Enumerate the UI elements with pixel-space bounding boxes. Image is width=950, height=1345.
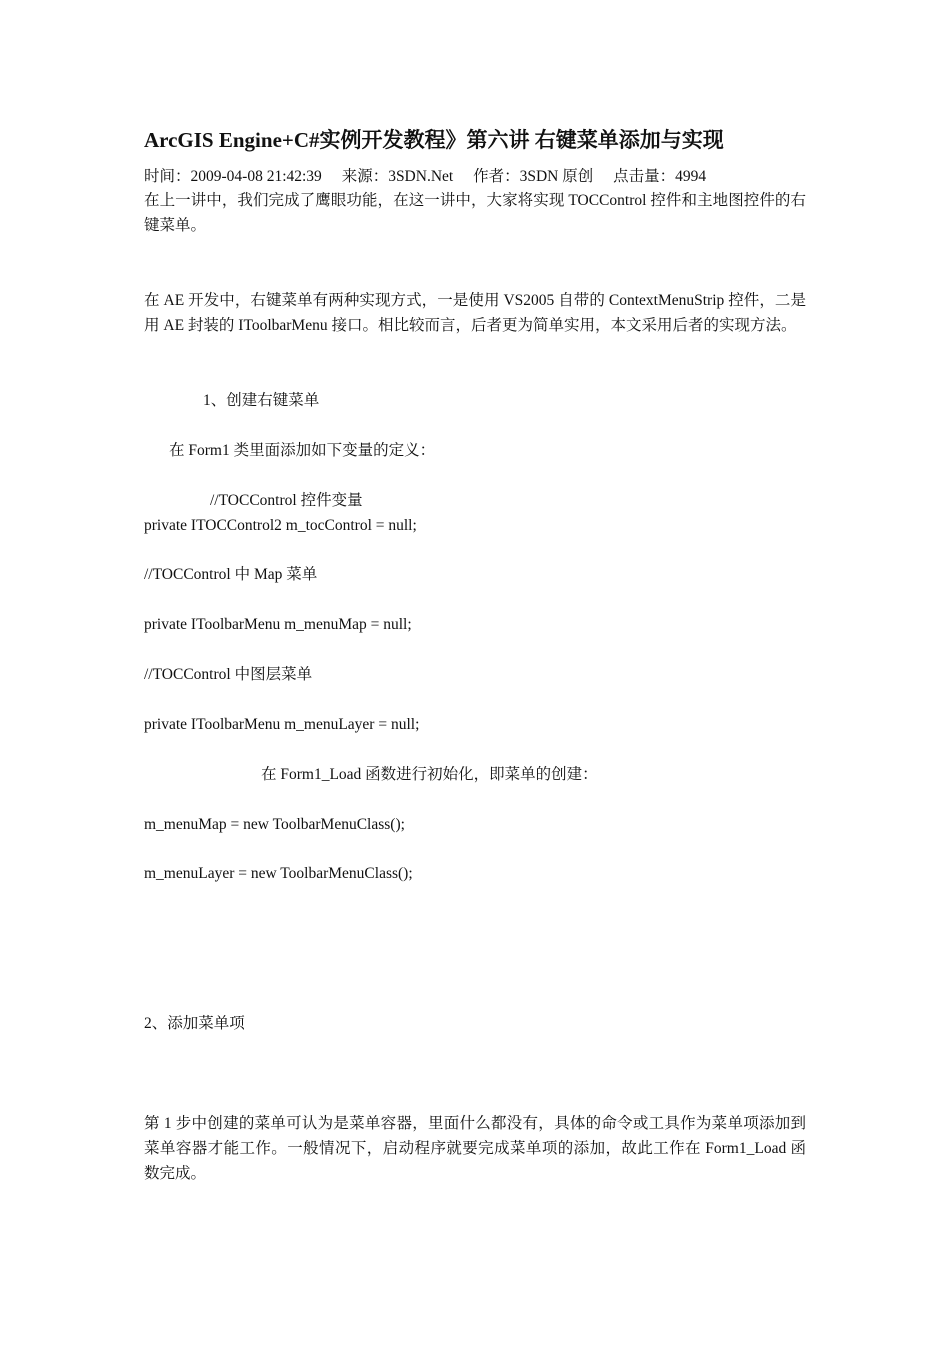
init-text: 在 Form1_Load 函数进行初始化，即菜单的创建： (261, 766, 598, 783)
step2-heading: 2、添加菜单项 (144, 1015, 245, 1032)
step2-paragraph: 第 1 步中创建的菜单可认为是菜单容器，里面什么都没有，具体的命令或工具作为菜单项添加到菜单容器才能工作。一般情况下，启动程序就要完成菜单项的添加，故此工作在 Form1_Load 函数完成。 (144, 1115, 806, 1182)
code-menu-layer: private IToolbarMenu m_menuLayer = null; (144, 716, 420, 733)
intro-paragraph: 在上一讲中，我们完成了鹰眼功能，在这一讲中，大家将实现 TOCControl 控件和主地图控件的右键菜单。 (144, 192, 806, 234)
meta-time: 时间：2009-04-08 21:42:39 (144, 168, 322, 185)
article-meta (144, 166, 844, 188)
form1-vars-text: 在 Form1 类里面添加如下变量的定义： (169, 442, 436, 459)
meta-hits: 点击量：4994 (613, 168, 707, 185)
code-new-layer: m_menuLayer = new ToolbarMenuClass(); (144, 865, 413, 882)
code-toc-control: private ITOCControl2 m_tocControl = null; (144, 517, 417, 534)
comment-layer-menu: //TOCControl 中图层菜单 (144, 666, 313, 683)
code-menu-map: private IToolbarMenu m_menuMap = null; (144, 616, 412, 633)
methods-paragraph: 在 AE 开发中，右键菜单有两种实现方式，一是使用 VS2005 自带的 ContextMenuStrip 控件，二是用 AE 封装的 IToolbarMenu 接口。相比较而言，后者更为简单实用，本文采用后者的实现方法。 (144, 292, 806, 334)
code-new-map: m_menuMap = new ToolbarMenuClass(); (144, 816, 405, 833)
meta-author: 作者：3SDN 原创 (473, 168, 594, 185)
meta-source: 来源：3SDN.Net (341, 168, 454, 185)
comment-map-menu: //TOCControl 中 Map 菜单 (144, 566, 318, 583)
step1-heading: 1、创建右键菜单 (203, 392, 320, 409)
article-title: ArcGIS Engine+C#实例开发教程》第六讲 右键菜单添加与实现 (144, 128, 724, 152)
comment-toc-control: //TOCControl 控件变量 (210, 492, 363, 509)
